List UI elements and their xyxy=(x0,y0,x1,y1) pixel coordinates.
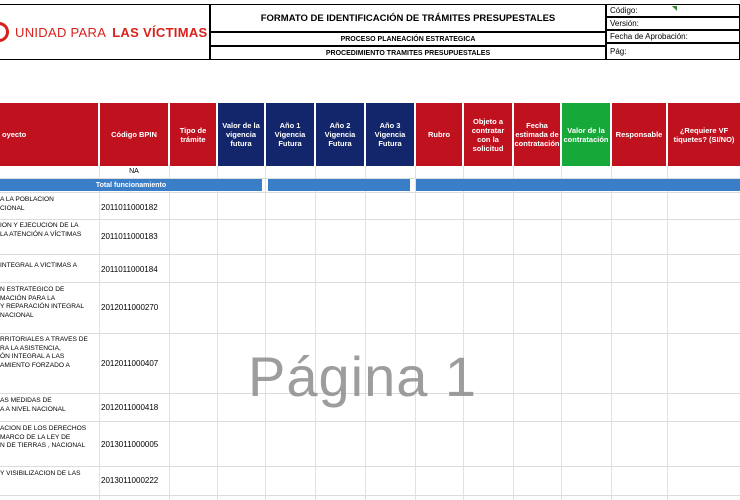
meta-pagina: Pág: xyxy=(606,43,740,60)
document-header xyxy=(0,0,740,62)
col-anio-2: Año 2 Vigencia Futura xyxy=(316,103,364,166)
col-codigo-bpin: Código BPIN xyxy=(100,103,168,166)
project-name-line: A A NIVEL NACIONAL xyxy=(0,405,66,413)
cell-comment-marker-icon xyxy=(672,6,677,11)
table-row-project xyxy=(0,336,98,370)
table-row-project xyxy=(0,222,98,239)
project-name-line: AMIENTO FORZADO A xyxy=(0,361,70,369)
table-row-project xyxy=(0,262,98,271)
project-name-line: Y REPARACIÓN INTEGRAL xyxy=(0,303,85,311)
meta-fecha-aprobacion: Fecha de Aprobación: xyxy=(606,30,740,43)
table-row-project xyxy=(0,196,98,213)
table-row-bpin: 2011011000184 xyxy=(101,265,158,274)
col-rubro: Rubro xyxy=(416,103,462,166)
total-funcionamiento-row: Total funcionamiento xyxy=(0,179,262,191)
col-objeto: Objeto a contratar con la solicitud xyxy=(464,103,512,166)
project-name-line: N ESTRATÉGICO DE xyxy=(0,286,65,293)
table-row-bpin: 2012011000270 xyxy=(101,303,159,312)
col-requiere-vf: ¿Requiere VF tiquetes? (SI/NO) xyxy=(668,103,740,166)
project-name-line: NACIONAL xyxy=(0,311,34,319)
table-row-bpin: 2013011000005 xyxy=(101,440,159,449)
project-name-line: CIONAL xyxy=(0,204,25,212)
project-name-line: LA ATENCIÓN A VÍCTIMAS xyxy=(0,230,82,238)
project-name-line: MARCO DE LA LEY DE xyxy=(0,433,71,441)
page-watermark: Página 1 xyxy=(248,345,478,408)
logo-text-2: LAS VÍCTIMAS xyxy=(112,24,208,40)
col-responsable: Responsable xyxy=(612,103,666,166)
col-anio-1: Año 1 Vigencia Futura xyxy=(266,103,314,166)
total-row-band-2 xyxy=(268,179,410,191)
meta-version: Versión: xyxy=(606,17,740,30)
project-name-line: N DE TIERRAS , NACIONAL xyxy=(0,442,86,450)
table-row-bpin: 2013011000222 xyxy=(101,476,159,485)
table-row-bpin: 2011011000183 xyxy=(101,232,158,241)
document-title: FORMATO DE IDENTIFICACIÓN DE TRÁMITES PRESUPESTALES xyxy=(210,4,606,32)
table-row-project xyxy=(0,286,98,320)
project-name-line: MACIÓN PARA LA xyxy=(0,294,56,302)
na-cell: NA xyxy=(129,168,139,175)
project-name-line: ÓN INTEGRAL A LAS xyxy=(0,353,65,361)
project-name-line: Y VISIBILIZACIÓN DE LAS xyxy=(0,470,81,477)
project-name-line: RRITORIALES A TRAVÉS DE xyxy=(0,336,88,343)
procedure-subtitle: PROCEDIMIENTO TRAMITES PRESUPUESTALES xyxy=(210,46,606,60)
table-row-bpin: 2012011000407 xyxy=(101,359,159,368)
col-valor-vigencia: Valor de la vigencia futura xyxy=(218,103,264,166)
col-fecha: Fecha estimada de contratación xyxy=(514,103,560,166)
process-subtitle: PROCESO PLANEACIÓN ESTRATEGICA xyxy=(210,32,606,46)
logo-mark-icon xyxy=(0,22,9,42)
table-row-project xyxy=(0,470,98,479)
meta-codigo: Código: xyxy=(606,4,740,17)
col-anio-3: Año 3 Vigencia Futura xyxy=(366,103,414,166)
table-row-bpin: 2011011000182 xyxy=(101,203,158,212)
table-row-project xyxy=(0,425,98,451)
project-name-line: INTEGRAL A VÍCTIMAS A xyxy=(0,262,78,269)
project-name-line: ACIÓN DE LOS DERECHOS xyxy=(0,425,87,432)
unidad-victimas-logo xyxy=(0,22,208,42)
table-row-project xyxy=(0,397,98,414)
project-name-line: A LA POBLACION xyxy=(0,196,54,203)
project-name-line: AS MEDIDAS DE xyxy=(0,397,52,404)
col-tipo-tramite: Tipo de trámite xyxy=(170,103,216,166)
col-proyecto: oyecto xyxy=(0,103,98,166)
table-row-bpin: 2012011000418 xyxy=(101,403,159,412)
project-name-line: RA LA ASISTENCIA, xyxy=(0,344,61,352)
logo-cell xyxy=(0,4,210,60)
project-name-line: IÓN Y EJECUCIÓN DE LA xyxy=(0,222,79,229)
logo-text-1: UNIDAD PARA xyxy=(15,24,107,40)
col-valor-contratacion: Valor de la contratación xyxy=(562,103,610,166)
total-row-band-3 xyxy=(416,179,740,191)
